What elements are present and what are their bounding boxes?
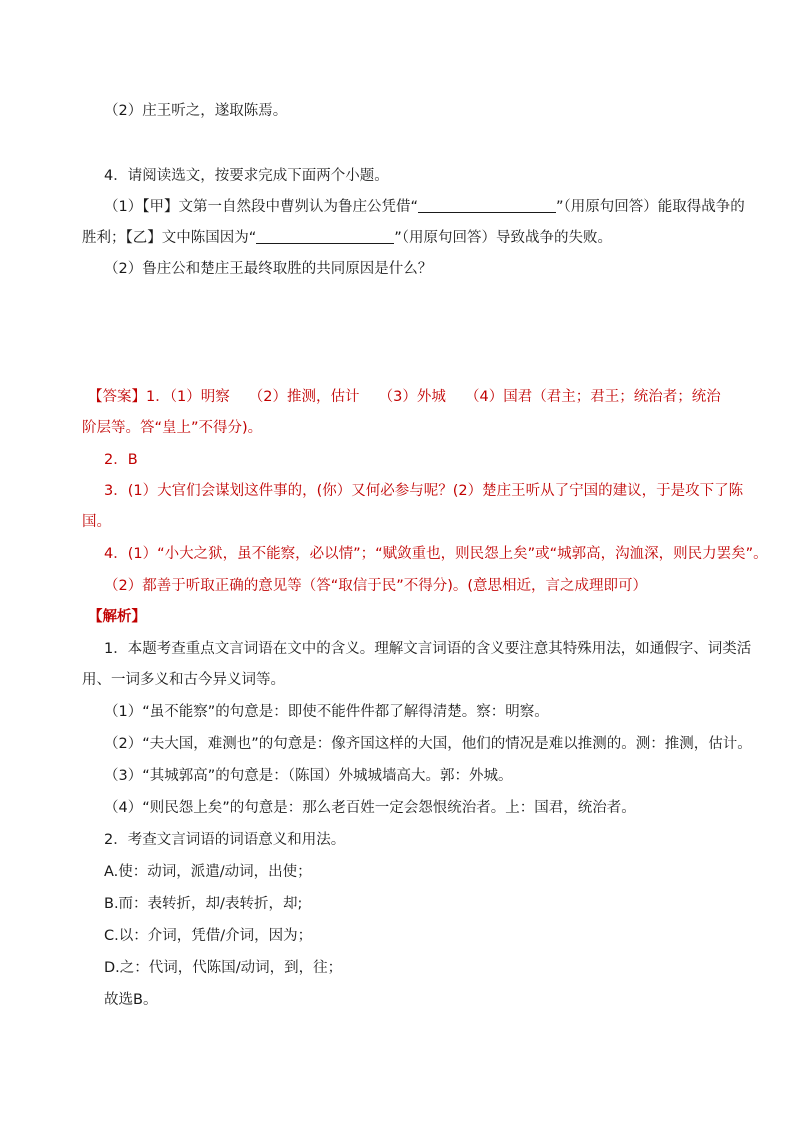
analysis-line-8: A.使：动词，派遣/动词，出使；: [104, 864, 312, 880]
answer-text-1: 1．（1）明察 （2）推测，估计 （3）外城 （4）国君（君主；君王；统治者；统治: [146, 389, 721, 405]
answer-line-4: 3．(1）大官们会谋划这件事的，(你）又何必参与呢？(2）楚庄王听从了宁国的建议，于是攻下了陈: [104, 483, 744, 499]
analysis-line-9: B.而：表转折，却/表转折，却;: [104, 896, 303, 912]
analysis-line-7: 2．考查文言词语的词语意义和用法。: [104, 832, 346, 848]
analysis-line-1: 1．本题考查重点文言词语在文中的含义。理解文言词语的含义要注意其特殊用法，如通假字、词类活: [104, 641, 752, 657]
answer-line-7: （2）都善于听取正确的意见等（答“取信于民”不得分)。(意思相近，言之成理即可）: [104, 578, 648, 594]
answer-tag: 【答案】: [88, 389, 146, 405]
question-3-part-2: （2）庄王听之，遂取陈焉。: [104, 103, 288, 119]
analysis-tag: 【解析】: [88, 609, 146, 625]
analysis-line-4: （2）“夫大国，难测也”的句意是：像齐国这样的大国，他们的情况是难以推测的。测：推测，估计。: [104, 736, 752, 752]
analysis-line-11: D.之：代词，代陈国/动词，到，往；: [104, 960, 343, 976]
analysis-line-2: 用、一词多义和古今异义词等。: [82, 672, 285, 688]
analysis-line-5: （3）“其城郭高”的句意是：（陈国）外城城墙高大。郭：外城。: [104, 768, 513, 784]
question-4-part-1-line-2: [82, 228, 612, 248]
answer-line-3: 2．B: [104, 452, 138, 468]
question-4-part-1-line-1: [104, 197, 745, 217]
answer-line-6: 4．(1）“小大之狱，虽不能察，必以情”；“赋敛重也，则民怨上矣”或“城郭高，沟洫深，则民力罢矣”。: [104, 546, 768, 562]
question-4-part-2: （2）鲁庄公和楚庄王最终取胜的共同原因是什么？: [104, 261, 433, 277]
question-4-part-1-text-c: 胜利；【乙】文中陈国因为“: [82, 230, 257, 246]
answer-line-1: [88, 387, 721, 407]
answer-blank-2[interactable]: [256, 229, 394, 244]
question-4-part-1-text-a: （1）【甲】文第一自然段中曹刿认为鲁庄公凭借“: [104, 199, 418, 215]
analysis-line-12: 故选B。: [104, 992, 158, 1008]
question-4-intro: 4．请阅读选文，按要求完成下面两个小题。: [104, 168, 389, 184]
analysis-line-10: C.以：介词，凭借/介词，因为；: [104, 928, 313, 944]
question-4-part-1-text-b: ”（用原句回答）能取得战争的: [556, 199, 745, 215]
answer-blank-1[interactable]: [418, 198, 556, 213]
question-4-part-1-text-d: ”（用原句回答）导致战争的失败。: [394, 230, 613, 246]
answer-line-5: 国。: [82, 514, 111, 530]
analysis-line-6: （4）“则民怨上矣”的句意是：那么老百姓一定会怨恨统治者。上：国君，统治者。: [104, 800, 636, 816]
answer-line-2: 阶层等。答“皇上”不得分)。: [82, 420, 263, 436]
analysis-line-3: （1）“虽不能察”的句意是：即使不能件件都了解得清楚。察：明察。: [104, 704, 549, 720]
